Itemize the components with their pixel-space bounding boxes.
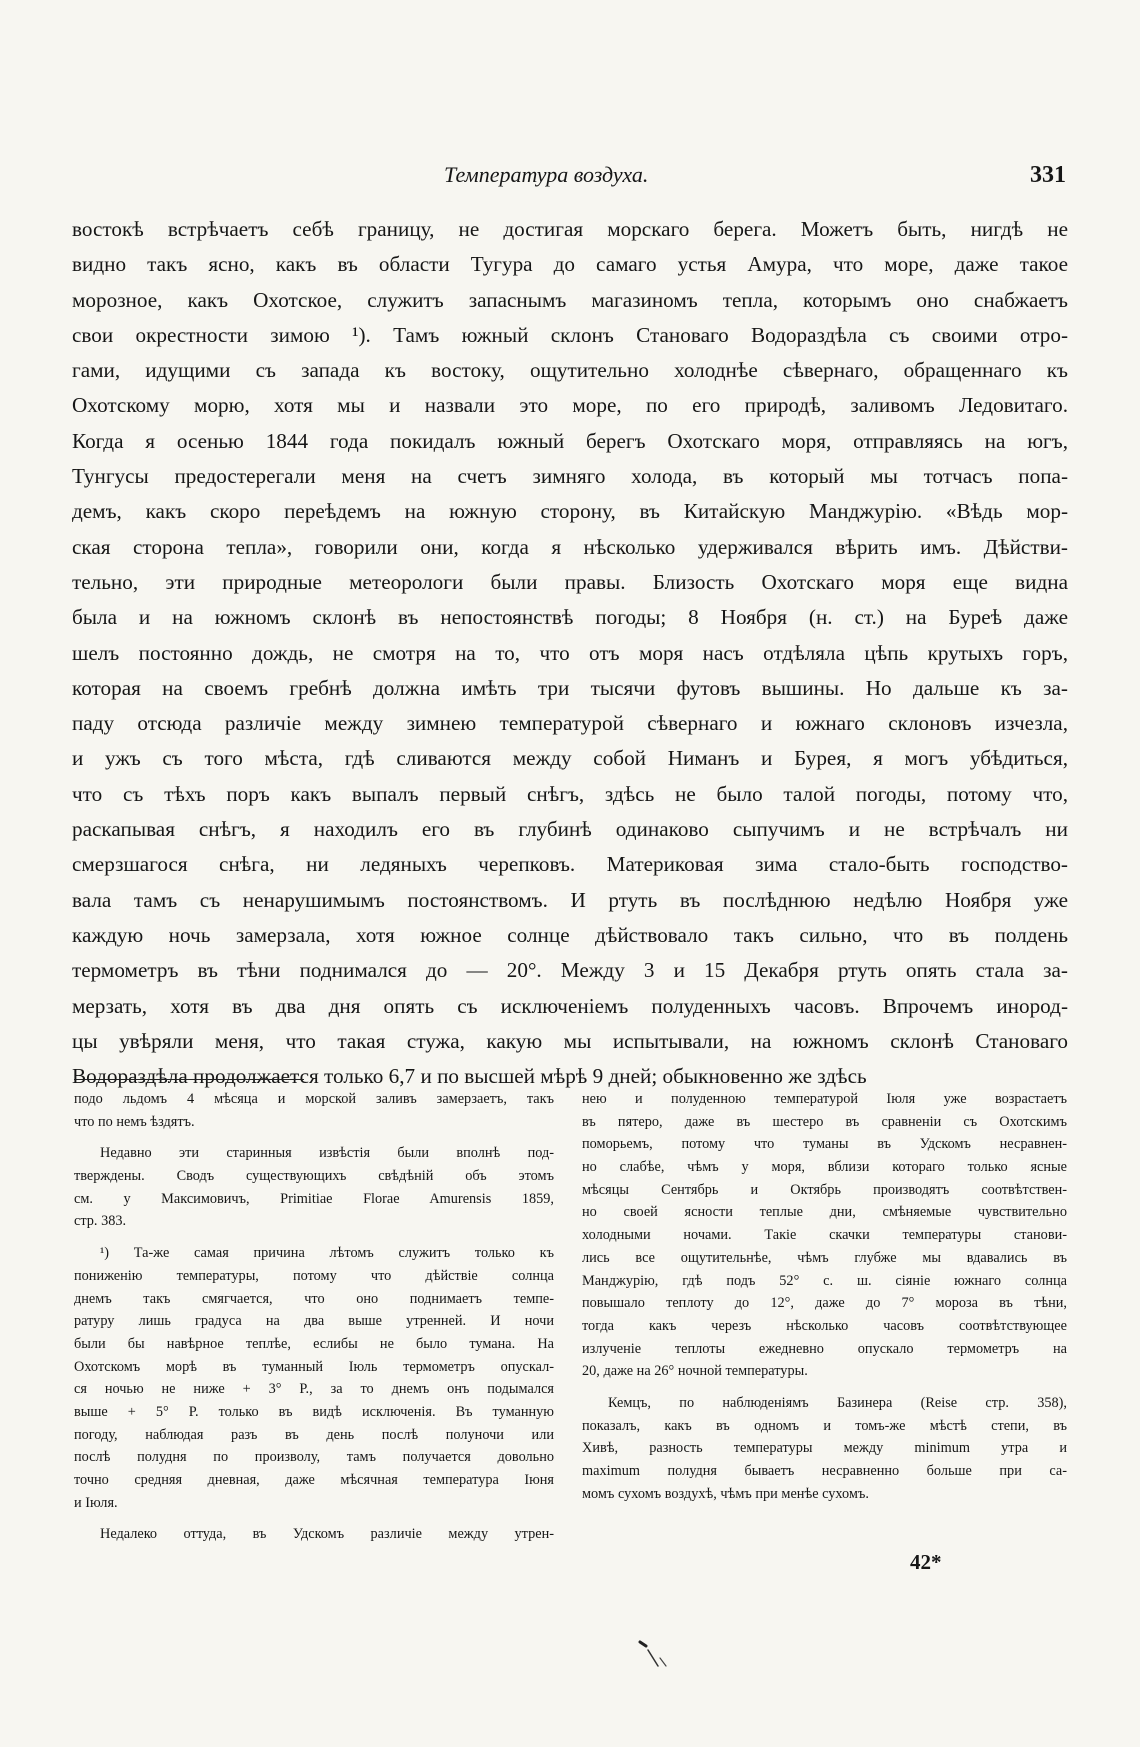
footnote-line: см. у Максимовичъ, Primitiae Florae Amurensis 1859, [74, 1190, 554, 1207]
text-line: демъ, какъ скоро переѣдемъ на южную сторону, въ Китайскую Манджурію. «Вѣдь мор- [72, 499, 1068, 524]
text-line: термометръ въ тѣни поднимался до — 20°. Между 3 и 15 Декабря ртуть опять стала за- [72, 958, 1068, 983]
page-header [74, 162, 1066, 202]
main-text-body [72, 212, 1068, 1094]
footnote-line: точно средняя дневная, даже мѣсячная температура Іюня [74, 1472, 554, 1488]
footnote-line: и Іюля. [74, 1494, 118, 1511]
text-line: раскапывая снѣгъ, я находилъ его въ глубинѣ одинаково сыпучимъ и не встрѣчалъ ни [72, 817, 1068, 842]
footnote-line: maximum полудня бываетъ несравненно больше при са- [582, 1463, 1067, 1479]
footnote-line: показалъ, какъ въ одномъ и томъ-же мѣстѣ степи, въ [582, 1417, 1067, 1434]
paragraph-gap [582, 1383, 1067, 1392]
text-line: смерзшагося снѣга, ни ледяныхъ черепковъ. Материковая зима стало-быть господство- [72, 852, 1068, 877]
footnote-line: Недавно эти старинныя извѣстія были вполнѣ под- [100, 1145, 554, 1162]
text-line: которая на своемъ гребнѣ должна имѣть три тысячи футовъ вышины. Но дальше къ за- [72, 675, 1068, 700]
footnote-line: Недалеко оттуда, въ Удскомъ различіе между утрен- [100, 1526, 554, 1543]
footnote-line: были бы навѣрное теплѣе, еслибы не было тумана. На [74, 1335, 554, 1352]
footnote-line: тверждены. Сводъ существующихъ свѣдѣній объ этомъ [74, 1168, 554, 1185]
footnote-line: Кемцъ, по наблюденіямъ Базинера (Reise стр. 358), [608, 1394, 1067, 1411]
footnote-line: выше + 5° Р. только въ видѣ исключенія. Въ туманную [74, 1403, 554, 1420]
text-line: Когда я осенью 1844 года покидалъ южный берегъ Охотскаго моря, отправляясь на югъ, [72, 428, 1068, 453]
paragraph-gap [74, 1514, 554, 1523]
footnote-line: стр. 383. [74, 1213, 127, 1230]
footnote-separator [74, 1079, 304, 1080]
footnote-line: нею и полуденною температурой Іюля уже возрастаетъ [582, 1091, 1067, 1107]
text-line: что съ тѣхъ поръ какъ выпалъ первый снѣгъ, здѣсь не было талой погоды, потому что, [72, 781, 1068, 806]
footnote-line: послѣ полудня по произволу, тамъ получается довольно [74, 1449, 554, 1466]
text-line: ская сторона тепла», говорили они, когда я нѣсколько удерживался вѣрить имъ. Дѣйстви- [72, 534, 1068, 559]
footnotes-left-column [74, 1088, 554, 1546]
text-line: видно такъ ясно, какъ въ области Тугура до самаго устья Амура, что море, даже такое [72, 252, 1068, 277]
footnotes-right-column [582, 1088, 1067, 1505]
footnote-line: мѣсяцы Сентябрь и Октябрь производятъ соотвѣтствен- [582, 1181, 1067, 1198]
footnote-line: 20, даже на 26° ночной температуры. [582, 1363, 808, 1380]
footnote-line: ¹) Та-же самая причина лѣтомъ служитъ только къ [100, 1245, 554, 1262]
footnote-line: днемъ такъ смягчается, что оно поднимаетъ темпе- [74, 1290, 554, 1307]
text-line: Тунгусы предостерегали меня на счетъ зимняго холода, въ который мы тотчасъ попа- [72, 464, 1068, 489]
footnote-line: повышало теплоту до 12°, даже до 7° мороза въ тѣни, [582, 1295, 1067, 1312]
footnote-line: но своей ясности теплые дни, смѣняемые чувствительно [582, 1204, 1067, 1221]
page-number: 331 [1030, 162, 1066, 188]
printer-signature-mark: 42* [910, 1550, 942, 1574]
footnote-line: Охотскомъ морѣ въ туманный Іюль термометръ опускал- [74, 1358, 554, 1375]
text-line: морозное, какъ Охотское, служитъ запаснымъ магазиномъ тепла, которымъ оно снабжаетъ [72, 287, 1068, 312]
text-line: гами, идущими съ запада къ востоку, ощутительно холоднѣе сѣвернаго, обращеннаго къ [72, 358, 1068, 383]
footnote-line: Манджурію, гдѣ подъ 52° с. ш. сіяніе южнаго солнца [582, 1272, 1067, 1289]
text-line: шелъ постоянно дождь, не смотря на то, что отъ моря насъ отдѣляла цѣпь крутыхъ горъ, [72, 640, 1068, 665]
footnote-line: холодными ночами. Такіе скачки температуры станови- [582, 1227, 1067, 1244]
text-line: свои окрестности зимою ¹). Тамъ южный склонъ Становаго Водораздѣла съ своими отро- [72, 322, 1068, 347]
footnote-line: поморьемъ, потому что туманы въ Удскомъ несравнен- [582, 1136, 1067, 1153]
footnote-line: тогда какъ черезъ нѣсколько часовъ соотвѣтствующее [582, 1317, 1067, 1334]
footnote-line: Хивѣ, разность температуры между minimum утра и [582, 1440, 1067, 1457]
footnote-line: ратуру лишь градуса на два выше утренней. И ночи [74, 1313, 554, 1330]
text-line: каждую ночь замерзала, хотя южное солнце дѣйствовало такъ сильно, что въ полдень [72, 922, 1068, 947]
footnote-line: момъ сухомъ воздухѣ, чѣмъ при менѣе сухомъ. [582, 1485, 869, 1502]
footnote-line: пониженію температуры, потому что дѣйствіе солнца [74, 1267, 554, 1284]
text-line: Водораздѣла продолжается только 6,7 и по высшей мѣрѣ 9 дней; обыкновенно же здѣсь [72, 1064, 867, 1089]
text-line: и ужъ съ того мѣста, гдѣ сливаются между собой Ниманъ и Бурея, я могъ убѣдиться, [72, 746, 1068, 771]
footnote-line: что по немъ ѣздятъ. [74, 1113, 195, 1130]
text-line: цы увѣряли меня, что такая стужа, какую мы испытывали, на южномъ склонѣ Становаго [72, 1028, 1068, 1053]
text-line: мерзать, хотя въ два дня опять съ исключеніемъ полуденныхъ часовъ. Впрочемъ инород- [72, 993, 1068, 1018]
footnote-line: въ пятеро, даже въ шестеро въ сравненіи съ Охотскимъ [582, 1113, 1067, 1130]
text-line: востокѣ встрѣчаетъ себѣ границу, не достигая морскаго берега. Можетъ быть, нигдѣ не [72, 217, 1068, 241]
text-line: паду отсюда различіе между зимнею температурой сѣвернаго и южнаго склоновъ изчезла, [72, 711, 1068, 736]
text-line: была и на южномъ склонѣ въ непостоянствѣ погоды; 8 Ноября (н. ст.) на Буреѣ даже [72, 605, 1068, 630]
footnote-line: лись все ощутительнѣе, чѣмъ глубже мы вдавались въ [582, 1249, 1067, 1266]
paragraph-gap [74, 1133, 554, 1142]
paragraph-gap [74, 1233, 554, 1242]
footnote-line: но слабѣе, чѣмъ у моря, вблизи котораго только ясные [582, 1159, 1067, 1176]
running-title: Температура воздуха. [444, 162, 649, 187]
footnote-line: погоду, наблюдая разъ въ день послѣ полуночи или [74, 1426, 554, 1443]
text-line: вала тамъ съ ненарушимымъ постоянствомъ. И ртуть въ послѣднюю недѣлю Ноября уже [72, 887, 1068, 912]
stray-ink-mark [636, 1636, 676, 1676]
text-line: Охотскому морю, хотя мы и назвали это море, по его природѣ, заливомъ Ледовитаго. [72, 393, 1068, 418]
footnote-line: излученіе теплоты ежедневно опускало термометръ на [582, 1340, 1067, 1357]
text-line: тельно, эти природные метеорологи были правы. Близость Охотскаго моря еще видна [72, 569, 1068, 594]
footnote-line: ся ночью не ниже + 3° Р., за то днемъ онъ подымался [74, 1381, 554, 1398]
footnote-line: подо льдомъ 4 мѣсяца и морской заливъ замерзаетъ, такъ [74, 1091, 554, 1107]
